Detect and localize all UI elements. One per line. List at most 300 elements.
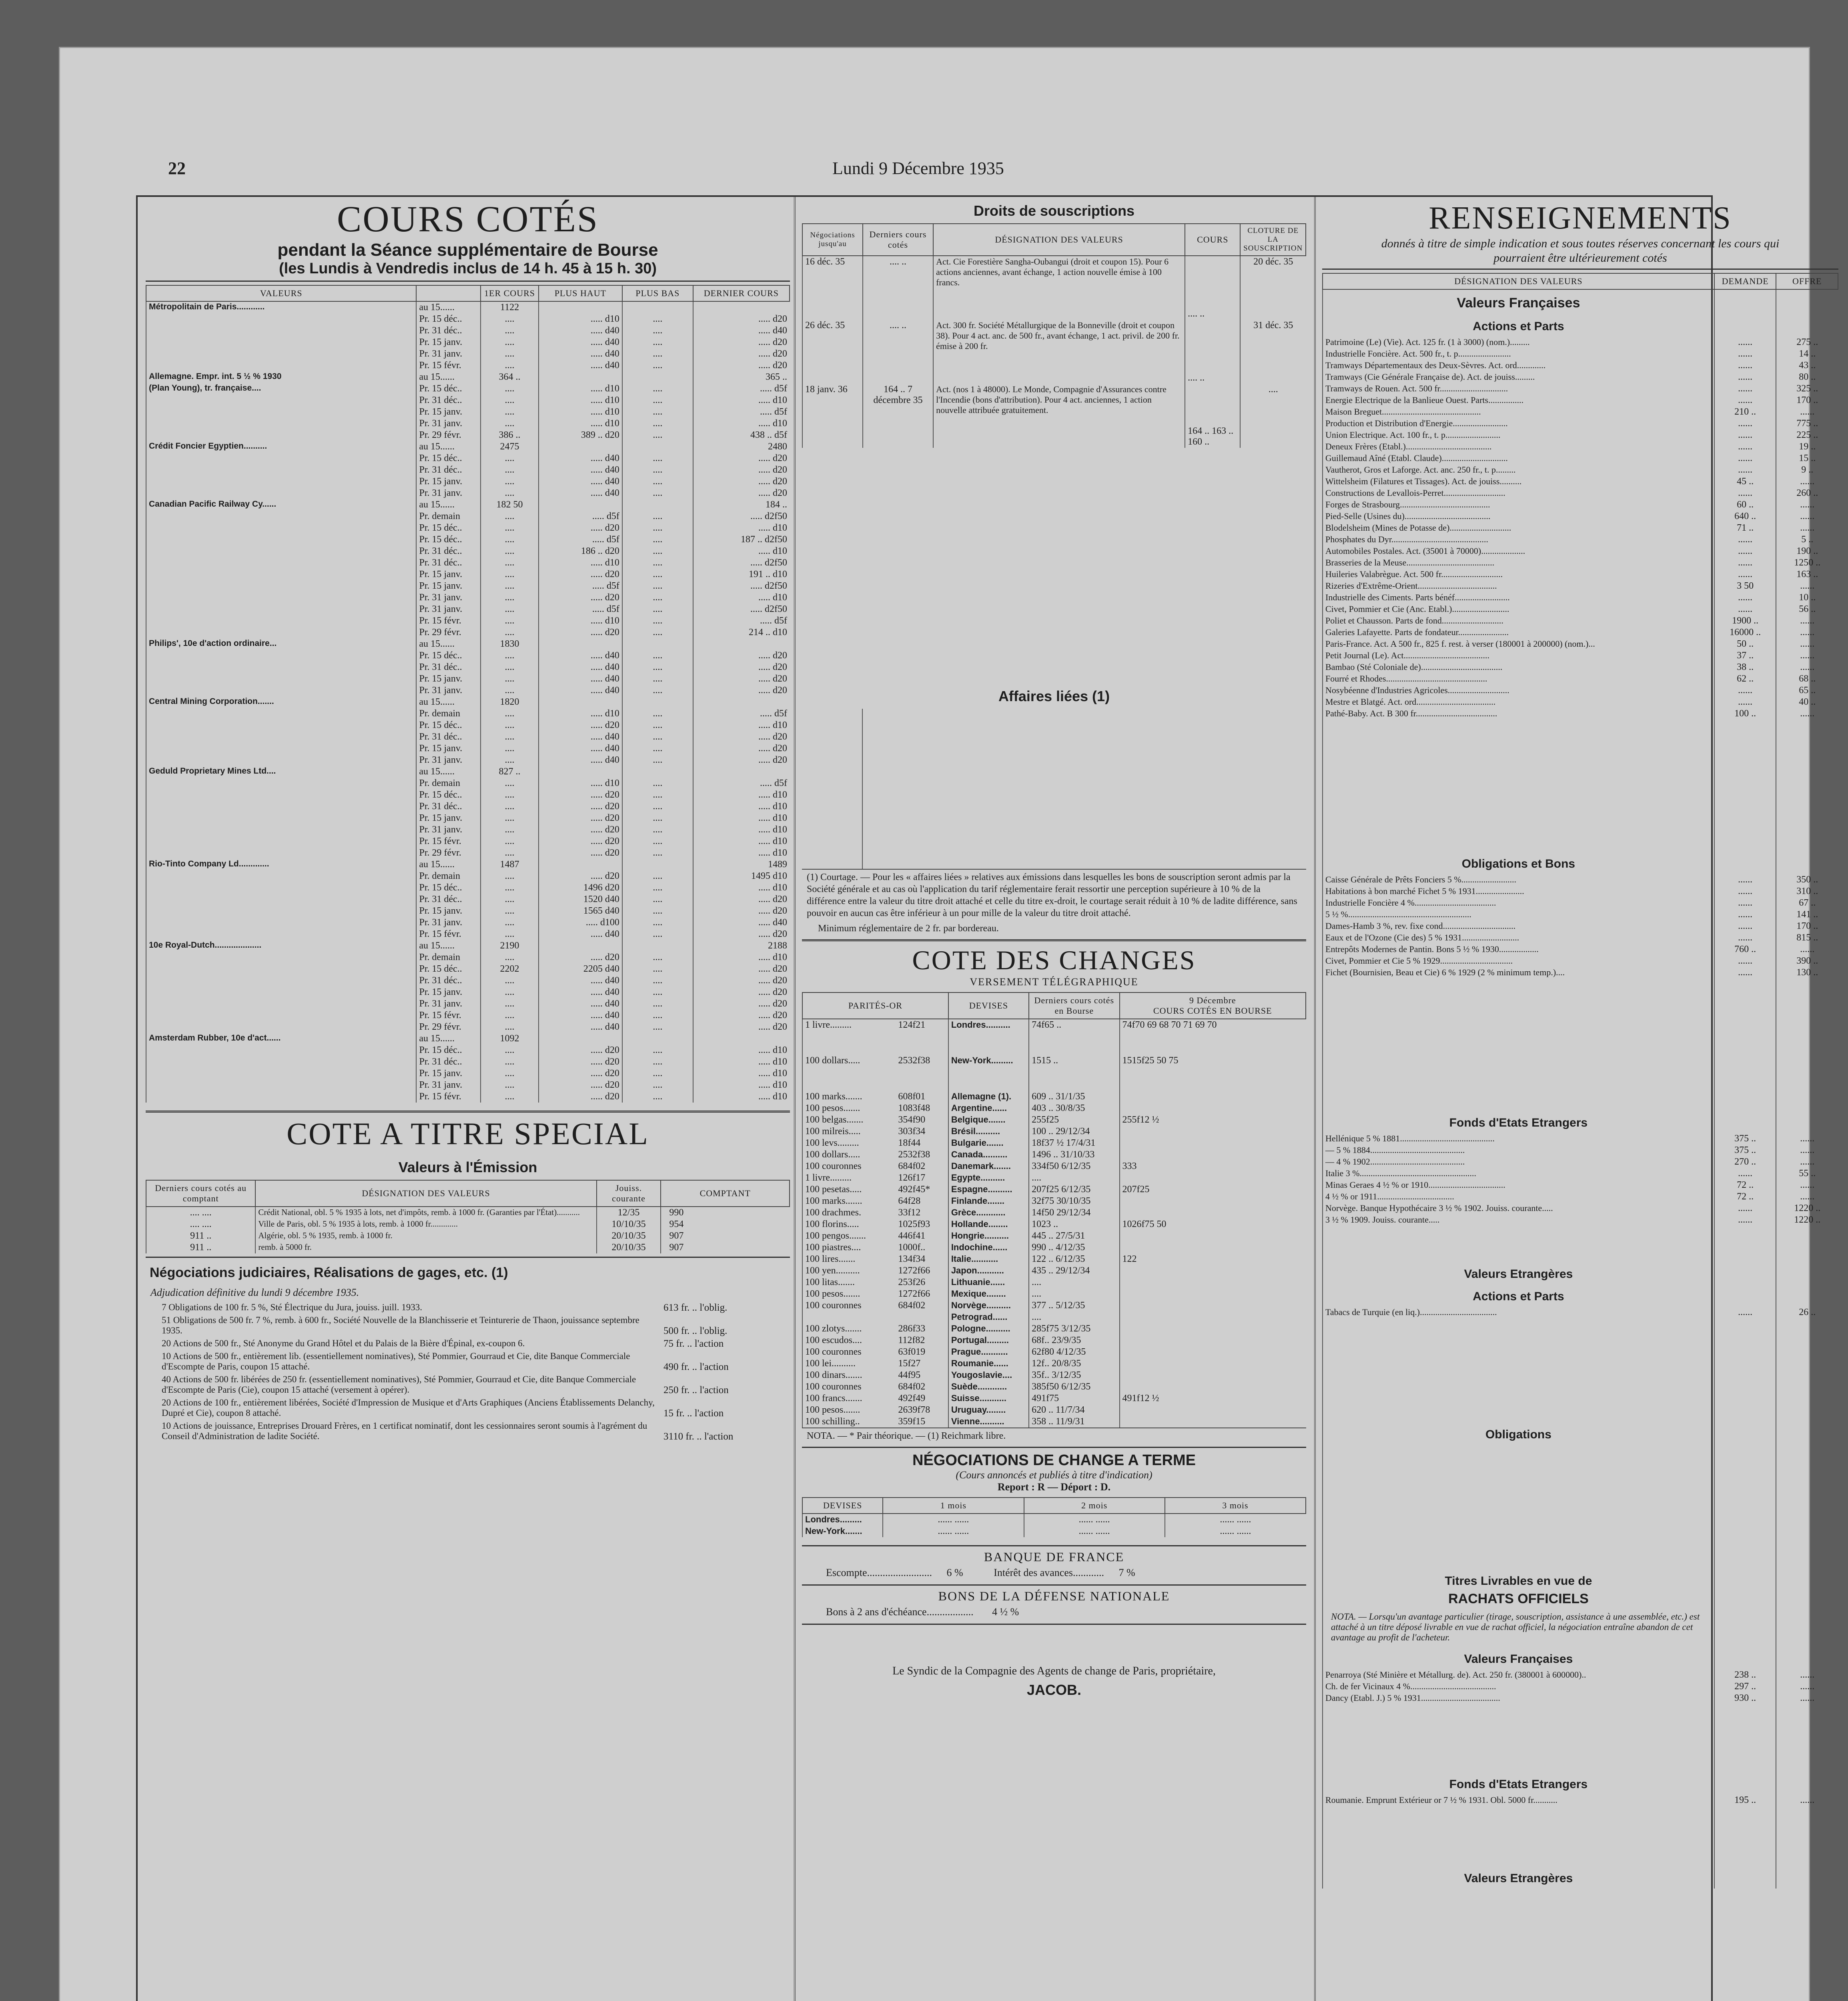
designation-cell: Wittelsheim (Filatures et Tissages). Act. de jouiss.......... <box>1323 476 1714 487</box>
echeance-cell: Pr. 31 janv. <box>416 604 481 615</box>
designation-cell: Constructions de Levallois-Perret............................ <box>1323 487 1714 499</box>
plus-bas-cell: .... <box>622 1010 693 1021</box>
dernier-cours-cell: ..... d20 <box>693 337 790 348</box>
adjudication-price: 490 fr. .. l'action <box>663 1361 729 1372</box>
plus-haut-cell: ..... d20 <box>539 1079 622 1091</box>
echeance-cell: Pr. 15 déc.. <box>416 789 481 801</box>
adjudication-text: 10 Actions de 500 fr., entièrement lib. (essentiellement nominatives), Sté Pommier, Gourraud et Cie, dite Banque Commerciale d'Escompte de Paris, coupon 15 attaché. <box>162 1351 630 1371</box>
valeur-name: Métropolitain de Paris............ <box>146 301 416 313</box>
premier-cours-cell: .... <box>481 812 539 824</box>
spacer-row <box>1323 1806 1838 1866</box>
cours-cell: .... .. <box>1185 256 1240 320</box>
comptant-cell: 907 <box>661 1230 790 1242</box>
plus-bas-cell: .... <box>622 685 693 696</box>
plus-bas-cell <box>622 696 693 708</box>
plus-haut-cell <box>539 441 622 453</box>
table-header-row <box>146 285 790 301</box>
designation-cell: Fichet (Bournisien, Beau et Cie) 6 % 1929 (2 % minimum temp.).... <box>1323 967 1714 978</box>
plus-bas-cell: .... <box>622 1021 693 1033</box>
change-terme-title: NÉGOCIATIONS DE CHANGE A TERME <box>912 1452 1196 1469</box>
table-row <box>1323 627 1838 638</box>
dernier-cours-cell: 445 .. 27/5/31 <box>1029 1230 1119 1242</box>
plus-haut-cell: ..... d40 <box>539 476 622 487</box>
table-header-row <box>802 992 1306 1019</box>
offre-cell: 170 .. <box>1776 920 1838 932</box>
devise-name: Bulgarie....... <box>948 1137 1029 1149</box>
dernier-cours-cell: ..... d10 <box>693 1091 790 1103</box>
escompte-label: Escompte......................... <box>826 1567 932 1578</box>
premier-cours-cell: .... <box>481 1068 539 1079</box>
rachats-officiels-heading-label: RACHATS OFFICIELS <box>1323 1591 1714 1610</box>
premier-cours-cell: .... <box>481 522 539 534</box>
table-row <box>146 882 790 894</box>
cours-cotes-cell: 255f12 ½ <box>1120 1114 1306 1126</box>
plus-haut-cell: 186 .. d20 <box>539 545 622 557</box>
devise-name: Suède............ <box>948 1381 1029 1393</box>
table-row <box>1323 662 1838 673</box>
premier-cours-cell: .... <box>481 406 539 418</box>
echeance-cell: Pr. 15 déc.. <box>416 313 481 325</box>
table-row <box>146 534 790 545</box>
premier-cours-cell: .... <box>481 952 539 963</box>
valeur-name <box>146 963 416 975</box>
cours-cotes-cell <box>1120 1358 1306 1369</box>
table-row <box>1323 592 1838 604</box>
offre-cell: ...... <box>1776 662 1838 673</box>
dernier-cours-cell: 1496 .. 31/10/33 <box>1029 1149 1119 1161</box>
designation-cell: Nosybéenne d'Industries Agricoles............................ <box>1323 685 1714 696</box>
offre-cell: 190 .. <box>1776 545 1838 557</box>
spacer-row <box>1323 720 1838 852</box>
table-row <box>1323 932 1838 944</box>
devise-name: Pologne.......... <box>948 1323 1029 1335</box>
parite-or-value: 134f34 <box>898 1254 926 1264</box>
offre-cell: 310 .. <box>1776 886 1838 897</box>
table-row <box>146 812 790 824</box>
column-header: PLUS BAS <box>622 285 693 301</box>
devise-name: Londres.......... <box>948 1019 1029 1055</box>
table-row <box>1323 708 1838 720</box>
plus-haut-cell: ..... d40 <box>539 360 622 371</box>
echeance-cell: Pr. 31 janv. <box>416 1079 481 1091</box>
demande-cell: ...... <box>1714 1307 1776 1318</box>
table-row <box>146 708 790 720</box>
divider <box>146 1111 790 1113</box>
demande-cell: ...... <box>1714 395 1776 406</box>
echeance-cell: Pr. 31 janv. <box>416 487 481 499</box>
plus-haut-cell: ..... d20 <box>539 801 622 812</box>
cours-cotes-cell <box>1120 1103 1306 1114</box>
valeur-name <box>146 824 416 836</box>
demande-cell: ...... <box>1714 429 1776 441</box>
demande-cell: ...... <box>1714 545 1776 557</box>
empty-cell <box>1323 720 1714 852</box>
offre-cell: 275 .. <box>1776 337 1838 348</box>
empty-cell <box>1776 1806 1838 1866</box>
offre-cell: ...... <box>1776 499 1838 511</box>
dernier-cours-cell: ..... d5f <box>693 615 790 627</box>
plus-bas-cell: .... <box>622 522 693 534</box>
dernier-cours-cell: 14f50 29/12/34 <box>1029 1207 1119 1219</box>
plus-haut-cell: ..... d40 <box>539 487 622 499</box>
dernier-cours-cell: 32f75 30/10/35 <box>1029 1195 1119 1207</box>
valeurs-etrangeres-heading-label: Valeurs Etrangères <box>1323 1262 1714 1284</box>
dernier-cours-cell: ..... d10 <box>693 812 790 824</box>
table-row <box>1323 1168 1838 1179</box>
plus-bas-cell: .... <box>622 917 693 928</box>
offre-cell: ...... <box>1776 1669 1838 1681</box>
premier-cours-cell: .... <box>481 836 539 847</box>
table-row <box>802 1300 1306 1311</box>
actions-parts-heading-2-label: Actions et Parts <box>1323 1284 1714 1307</box>
echeance-cell: au 15...... <box>416 371 481 383</box>
cours-header: COURS COTÉS EN BOURSE <box>1153 1006 1272 1016</box>
dernier-cours-cell: ..... d10 <box>693 1079 790 1091</box>
parite-unit: 100 piastres.... <box>802 1242 896 1253</box>
dernier-cours-cell: ..... d20 <box>693 487 790 499</box>
dernier-cours-cell <box>693 301 790 313</box>
valeur-name <box>146 464 416 476</box>
plus-bas-cell: .... <box>622 545 693 557</box>
dernier-cours-cell: ..... d20 <box>693 963 790 975</box>
offre-cell: 65 .. <box>1776 685 1838 696</box>
table-row <box>146 696 790 708</box>
table-row <box>1323 897 1838 909</box>
premier-cours-cell: 364 .. <box>481 371 539 383</box>
table-row <box>1323 1145 1838 1156</box>
echeance-cell: Pr. 15 févr. <box>416 928 481 940</box>
echeance-cell: Pr. 31 déc.. <box>416 662 481 673</box>
dernier-cours-cell: 435 .. 29/12/34 <box>1029 1265 1119 1277</box>
premier-cours-cell: .... <box>481 604 539 615</box>
designation-cell: Galeries Lafayette. Parts de fondateur....................... <box>1323 627 1714 638</box>
demande-cell: 210 .. <box>1714 406 1776 418</box>
designation-cell: Vautherot, Gros et Laforge. Act. anc. 250 fr., t. p......... <box>1323 464 1714 476</box>
table-row <box>146 464 790 476</box>
table-row <box>802 1514 1306 1526</box>
offre-cell: ...... <box>1776 1681 1838 1692</box>
valeur-name <box>146 325 416 337</box>
bons-value: 4 ½ % <box>992 1606 1019 1618</box>
demande-cell: ...... <box>1714 1203 1776 1214</box>
echeance-cell: au 15...... <box>416 638 481 650</box>
parite-unit: 100 drachmes. <box>802 1207 896 1219</box>
empty-cell <box>1776 852 1838 874</box>
premier-cours-cell: .... <box>481 627 539 638</box>
titres-livrables-heading <box>1323 1569 1838 1591</box>
avances-value: 7 % <box>1118 1567 1135 1578</box>
demande-cell: 100 .. <box>1714 708 1776 720</box>
premier-cours-cell: 1487 <box>481 859 539 870</box>
designation-cell: Civet, Pommier et Cie 5 % 1929................................. <box>1323 955 1714 967</box>
table-row <box>802 1416 1306 1428</box>
adjudication-text: 40 Actions de 500 fr. libérées de 250 fr. (essentiellement nominatives), Sté Pommier, Gourraud et Cie, dite Banque Commerciale d'Escompte de Paris (Cie), coupon 15 attaché (versement à opérer). <box>162 1374 636 1395</box>
devise-name: Yougoslavie.... <box>948 1369 1029 1381</box>
adjudication-text: 10 Actions de jouissance, Entreprises Drouard Frères, en 1 certificat nominatif, dont les cessionnaires seront soumis à l'agrément du Conseil d'Administration de ladite Société. <box>162 1420 647 1441</box>
premier-cours-cell: .... <box>481 708 539 720</box>
plus-bas-cell: .... <box>622 313 693 325</box>
dernier-cours-cell: ..... d20 <box>693 986 790 998</box>
echeance-cell: Pr. 31 déc.. <box>416 1056 481 1068</box>
dernier-cours-cell: ..... d10 <box>693 592 790 604</box>
designation-cell: Bambao (Sté Coloniale de)..................................... <box>1323 662 1714 673</box>
echeance-cell: Pr. 15 févr. <box>416 1091 481 1103</box>
offre-cell: ...... <box>1776 638 1838 650</box>
table-row <box>1323 1156 1838 1168</box>
valeur-name <box>146 754 416 766</box>
premier-cours-cell: .... <box>481 511 539 522</box>
dernier-cours-cell: 62f80 4/12/35 <box>1029 1346 1119 1358</box>
adjudication-text: 51 Obligations de 500 fr. 7 %, remb. à 600 fr., Société Nouvelle de la Blanchisserie et Teinturerie de Thaon, jouissance septembre 1935. <box>162 1315 639 1335</box>
valeur-name <box>146 511 416 522</box>
titres-nota: NOTA. — Lorsqu'un avantage particulier (tirage, souscription, assistance à une assemblée, etc.) est attaché à un titre déposé livrable en vue de rachat officiel, la négociation entraîne abandon de cet avantage au profit de l'acheteur. <box>1323 1610 1714 1647</box>
divider <box>802 939 1306 941</box>
plus-bas-cell <box>622 1033 693 1045</box>
valeur-name <box>146 870 416 882</box>
plus-haut-cell: ..... d20 <box>539 1068 622 1079</box>
plus-bas-cell: .... <box>622 743 693 754</box>
emission-body <box>146 1207 790 1253</box>
dernier-cours-cell: ..... d20 <box>693 1010 790 1021</box>
plus-haut-cell: ..... d40 <box>539 325 622 337</box>
table-row <box>1323 418 1838 429</box>
demande-cell: ...... <box>1714 441 1776 453</box>
plus-haut-cell <box>539 766 622 778</box>
echeance-cell: Pr. 15 janv. <box>416 905 481 917</box>
parite-unit: 100 pesetas..... <box>802 1184 896 1195</box>
plus-haut-cell: ..... d40 <box>539 464 622 476</box>
cours-cotes-cell <box>1120 1149 1306 1161</box>
cours-cotes-cell: 1515f25 50 75 <box>1120 1055 1306 1091</box>
premier-cours-cell: .... <box>481 789 539 801</box>
table-row <box>146 1207 790 1219</box>
table-row <box>146 511 790 522</box>
dernier-cours-cell: ..... d10 <box>693 522 790 534</box>
cours-cotes-cell: 491f12 ½ <box>1120 1393 1306 1404</box>
table-row <box>146 371 790 383</box>
devise-name: Lithuanie...... <box>948 1277 1029 1288</box>
plus-haut-cell: ..... d5f <box>539 604 622 615</box>
plus-bas-cell <box>622 940 693 952</box>
plus-bas-cell: .... <box>622 511 693 522</box>
dernier-cours-cell: 2188 <box>693 940 790 952</box>
premier-cours-cell: 1830 <box>481 638 539 650</box>
deux-mois-cell: ...... ...... <box>1024 1514 1165 1526</box>
dernier-cours-cell <box>693 766 790 778</box>
dernier-cours-cell: ..... d10 <box>693 847 790 859</box>
syndic-line: Le Syndic de la Compagnie des Agents de change de Paris, propriétaire, <box>892 1665 1216 1677</box>
list-item <box>146 1420 790 1443</box>
premier-cours-cell: .... <box>481 487 539 499</box>
dernier-cours-cell: 2480 <box>693 441 790 453</box>
dernier-cours-cell: ..... d10 <box>693 952 790 963</box>
demande-cell: 238 .. <box>1714 1669 1776 1681</box>
plus-bas-cell: .... <box>622 708 693 720</box>
premier-cours-cell: .... <box>481 569 539 580</box>
plus-haut-cell: ..... d5f <box>539 511 622 522</box>
valeur-name <box>146 743 416 754</box>
valeur-name <box>146 406 416 418</box>
valeur-name <box>146 522 416 534</box>
valeur-name <box>146 662 416 673</box>
divider <box>802 1545 1306 1546</box>
demande-cell: 375 .. <box>1714 1133 1776 1145</box>
dernier-cours-cell: 214 .. d10 <box>693 627 790 638</box>
dernier-cours-cell: ..... d20 <box>693 673 790 685</box>
designation-cell: Eaux et de l'Ozone (Cie des) 5 % 1931.......................... <box>1323 932 1714 944</box>
plus-haut-cell <box>539 859 622 870</box>
echeance-cell: Pr. 15 déc.. <box>416 720 481 731</box>
parite-unit: 100 belgas....... <box>802 1114 896 1126</box>
spacer-row <box>1323 1226 1838 1262</box>
cours-cotes-cell: 207f25 <box>1120 1184 1306 1195</box>
cours-cotes-cell: 1026f75 50 <box>1120 1219 1306 1230</box>
table-header-row <box>146 1180 790 1207</box>
premier-cours-cell: .... <box>481 453 539 464</box>
table-row <box>146 836 790 847</box>
cours-cotes-cell <box>1120 1207 1306 1219</box>
plus-bas-cell: .... <box>622 882 693 894</box>
demande-cell: ...... <box>1714 932 1776 944</box>
valeurs-francaises-heading <box>1323 289 1838 314</box>
table-row <box>146 627 790 638</box>
adjudication-price: 250 fr. .. l'action <box>663 1384 729 1395</box>
valeur-name <box>146 650 416 662</box>
dernier-cours-cell: 438 .. d5f <box>693 429 790 441</box>
cote-changes-title: COTE DES CHANGES <box>912 945 1196 975</box>
parite-or-value: 64f28 <box>898 1196 921 1206</box>
offre-cell: ...... <box>1776 1145 1838 1156</box>
demande-cell: ...... <box>1714 337 1776 348</box>
table-row <box>146 337 790 348</box>
obligations-heading <box>1323 1422 1838 1445</box>
empty-cell <box>1776 1647 1838 1669</box>
plus-bas-cell: .... <box>622 1091 693 1103</box>
column-header: DEVISES <box>948 992 1029 1019</box>
adjudication-price: 15 fr. .. l'action <box>663 1408 724 1419</box>
demande-cell: 640 .. <box>1714 511 1776 522</box>
dernier-cours-cell: ..... d20 <box>693 905 790 917</box>
plus-haut-cell: ..... d40 <box>539 662 622 673</box>
devise-name: Hollande........ <box>948 1219 1029 1230</box>
parite-unit: 100 pesos....... <box>802 1404 896 1416</box>
changes-table <box>802 992 1306 1428</box>
table-row <box>1323 638 1838 650</box>
column-header: COMPTANT <box>661 1180 790 1207</box>
empty-cell <box>1323 1226 1714 1262</box>
plus-bas-cell: .... <box>622 464 693 476</box>
table-row <box>1323 522 1838 534</box>
table-row <box>146 662 790 673</box>
offre-cell: 325 .. <box>1776 383 1838 395</box>
demande-cell: ...... <box>1714 685 1776 696</box>
plus-bas-cell: .... <box>622 824 693 836</box>
valeur-name <box>146 1068 416 1079</box>
premier-cours-cell: 386 .. <box>481 429 539 441</box>
valeur-name <box>146 360 416 371</box>
table-row <box>146 894 790 905</box>
valeur-name <box>146 789 416 801</box>
table-row <box>1323 650 1838 662</box>
derniers-cours-cell: .... .. <box>863 256 933 320</box>
dernier-cours-cell: .... <box>1029 1277 1119 1288</box>
dernier-cours-cell: ..... d10 <box>693 720 790 731</box>
offre-cell: ...... <box>1776 476 1838 487</box>
echeance-cell: Pr. 31 déc.. <box>416 545 481 557</box>
premier-cours-cell: .... <box>481 1045 539 1056</box>
devise-name: Uruguay........ <box>948 1404 1029 1416</box>
plus-haut-cell: ..... d20 <box>539 627 622 638</box>
devise-name: Grèce............ <box>948 1207 1029 1219</box>
actions-parts-heading-label: Actions et Parts <box>1323 314 1714 337</box>
demande-cell: 71 .. <box>1714 522 1776 534</box>
empty-cell <box>1776 1284 1838 1307</box>
plus-haut-cell: ..... d40 <box>539 650 622 662</box>
offre-cell: ...... <box>1776 1794 1838 1806</box>
empty-cell <box>1776 1569 1838 1591</box>
comptant-cell: 954 <box>661 1219 790 1230</box>
plus-haut-cell: ..... d40 <box>539 754 622 766</box>
column-header: PARITÉS-OR <box>802 992 948 1019</box>
table-row <box>146 522 790 534</box>
valeur-name <box>146 545 416 557</box>
demande-cell: 72 .. <box>1714 1179 1776 1191</box>
dernier-cours-cell: ..... d5f <box>693 708 790 720</box>
demande-cell: ...... <box>1714 534 1776 545</box>
column-middle <box>802 197 1306 2001</box>
table-row <box>802 1242 1306 1253</box>
valeur-name <box>146 917 416 928</box>
premier-cours-cell: .... <box>481 557 539 569</box>
valeurs-etrangeres-heading <box>1323 1262 1838 1284</box>
cours-cotes-cell <box>1120 1126 1306 1137</box>
dernier-cours-cell: 122 .. 6/12/35 <box>1029 1253 1119 1265</box>
empty-cell <box>1323 1318 1714 1422</box>
derniers-cours-cell: .... .. <box>863 320 933 384</box>
table-row <box>146 650 790 662</box>
plus-bas-cell: .... <box>622 847 693 859</box>
valeur-name <box>146 882 416 894</box>
column-header: DÉSIGNATION DES VALEURS <box>1323 273 1714 289</box>
designation-cell: Caisse Générale de Prêts Fonciers 5 %......................... <box>1323 874 1714 886</box>
plus-bas-cell: .... <box>622 928 693 940</box>
cours-cotes-cell <box>1120 1346 1306 1358</box>
parite-or-value: 63f019 <box>898 1347 926 1357</box>
echeance-cell: Pr. 31 déc.. <box>416 557 481 569</box>
column-header: Jouiss. courante <box>597 1180 661 1207</box>
echeance-cell: Pr. 31 déc.. <box>416 801 481 812</box>
cloture-cell: 20 déc. 35 <box>1240 256 1306 320</box>
plus-bas-cell: .... <box>622 569 693 580</box>
valeur-name <box>146 685 416 696</box>
designation-cell: Industrielle Foncière. Act. 500 fr., t. p........................ <box>1323 348 1714 360</box>
deux-mois-cell: ...... ...... <box>1024 1526 1165 1537</box>
premier-cours-cell: .... <box>481 592 539 604</box>
plus-bas-cell: .... <box>622 1045 693 1056</box>
table-row <box>802 1346 1306 1358</box>
plus-haut-cell <box>539 371 622 383</box>
designation-cell: Algérie, obl. 5 % 1935, remb. à 1000 fr. <box>255 1230 596 1242</box>
empty-cell <box>1323 1445 1714 1569</box>
plus-bas-cell: .... <box>622 348 693 360</box>
premier-cours-cell: 827 .. <box>481 766 539 778</box>
valeur-name <box>146 476 416 487</box>
adjudication-list <box>146 1301 790 1443</box>
table-row <box>146 638 790 650</box>
bons-defense-title: BONS DE LA DÉFENSE NATIONALE <box>938 1589 1170 1603</box>
plus-haut-cell: ..... d20 <box>539 1045 622 1056</box>
column-left <box>146 197 790 2001</box>
